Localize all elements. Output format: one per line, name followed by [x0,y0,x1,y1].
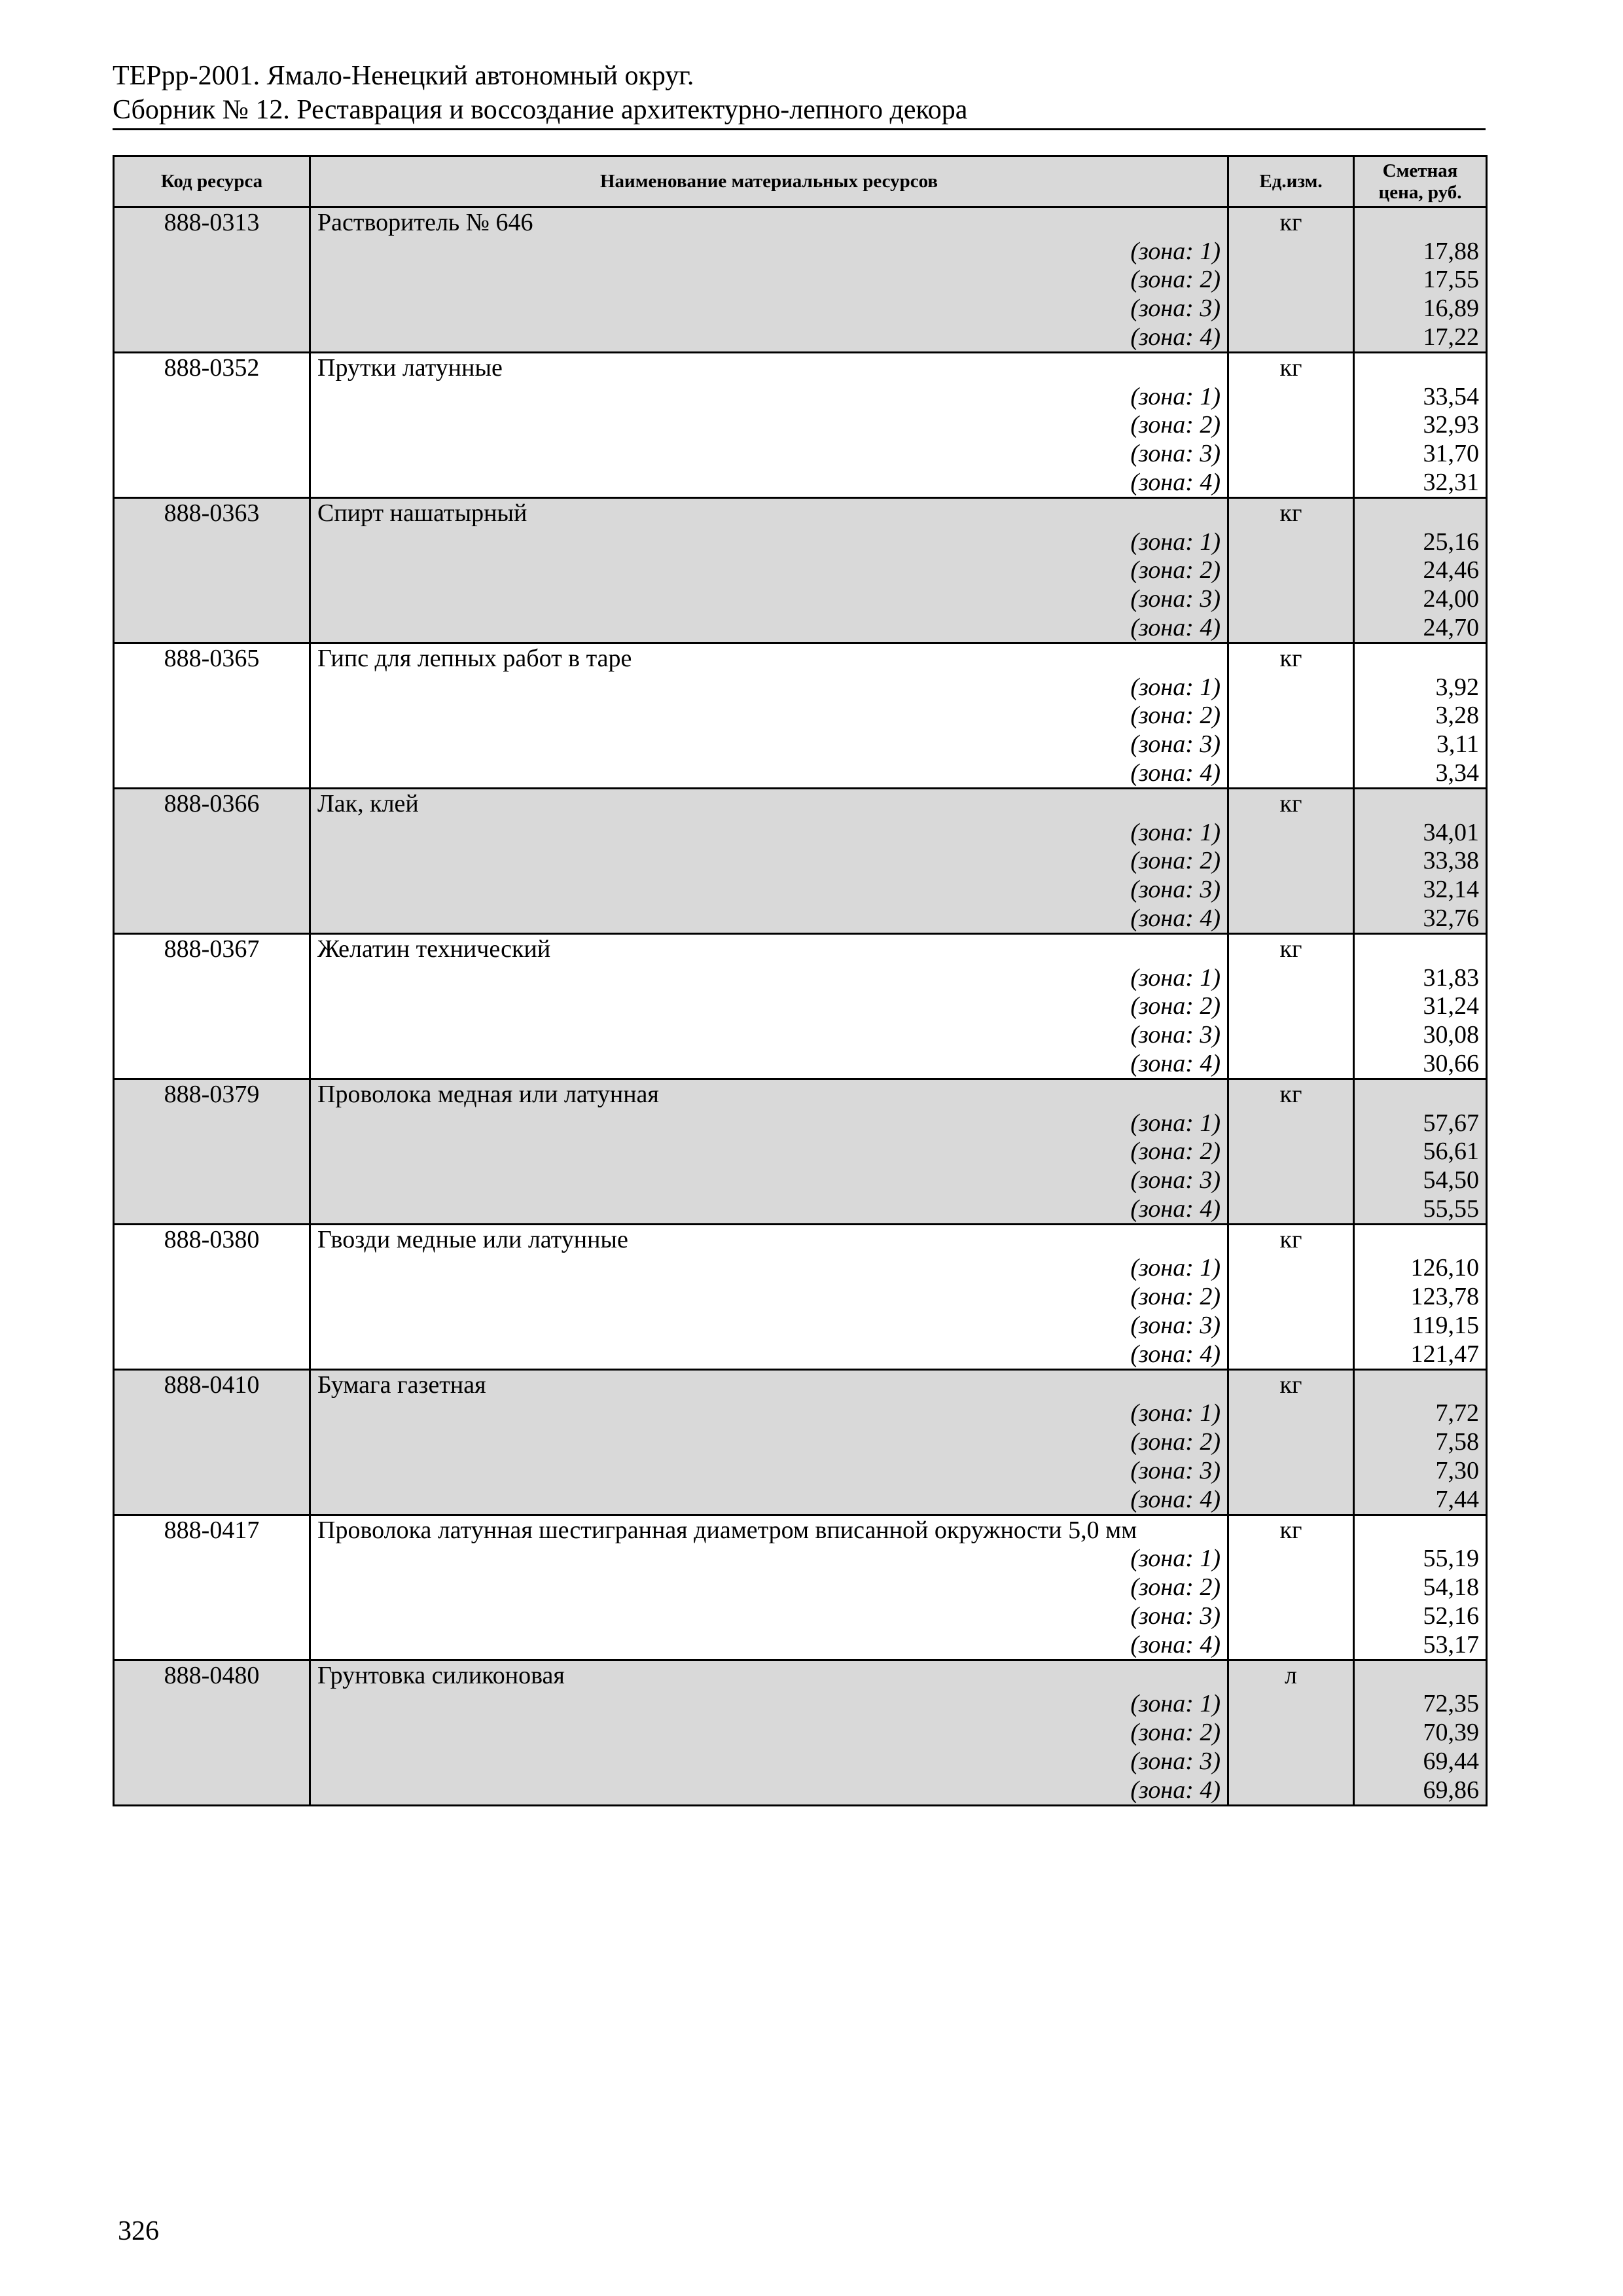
zone-code-empty [114,1456,310,1485]
zone-label: (зона: 4) [310,904,1228,933]
zone-code-empty [114,1718,310,1747]
zone-unit-empty [1228,528,1354,556]
resource-code: 888-0367 [114,933,310,963]
zone-code-empty [114,1485,310,1515]
resource-price-empty [1354,1660,1487,1689]
table-row-zone [114,439,1487,468]
table-row-zone [114,1254,1487,1283]
zone-unit-empty [1228,1340,1354,1369]
zone-price: 53,17 [1354,1630,1487,1660]
table-row-zone [114,1049,1487,1079]
zone-code-empty [114,847,310,876]
zone-label: (зона: 3) [310,1166,1228,1194]
zone-price: 33,54 [1354,382,1487,411]
zone-price: 3,28 [1354,702,1487,730]
zone-code-empty [114,1399,310,1428]
zone-label: (зона: 1) [310,1399,1228,1428]
zone-price: 55,55 [1354,1194,1487,1224]
table-row-zone [114,323,1487,352]
zone-label: (зона: 2) [310,1573,1228,1602]
resource-unit: кг [1228,352,1354,382]
table-row-zone [114,294,1487,323]
zone-unit-empty [1228,1254,1354,1283]
zone-label: (зона: 2) [310,556,1228,585]
zone-label: (зона: 1) [310,1545,1228,1573]
zone-price: 69,44 [1354,1747,1487,1776]
resource-code: 888-0363 [114,497,310,527]
resource-price-empty [1354,643,1487,672]
zone-unit-empty [1228,294,1354,323]
zone-unit-empty [1228,1194,1354,1224]
resource-code: 888-0352 [114,352,310,382]
zone-label: (зона: 4) [310,759,1228,788]
zone-code-empty [114,468,310,497]
table-row-zone [114,237,1487,266]
zone-label: (зона: 2) [310,702,1228,730]
resource-unit: кг [1228,1515,1354,1544]
table-row [114,497,1487,527]
zone-price: 32,93 [1354,411,1487,440]
resource-item [114,1079,1487,1224]
zone-price: 54,18 [1354,1573,1487,1602]
zone-label: (зона: 4) [310,1630,1228,1660]
zone-price: 126,10 [1354,1254,1487,1283]
zone-unit-empty [1228,1545,1354,1573]
zone-price: 32,76 [1354,904,1487,933]
table-row-zone [114,1427,1487,1456]
zone-unit-empty [1228,584,1354,613]
resource-price-empty [1354,352,1487,382]
zone-code-empty [114,528,310,556]
zone-price: 7,58 [1354,1427,1487,1456]
zone-unit-empty [1228,1109,1354,1138]
table-row-zone [114,1718,1487,1747]
zone-unit-empty [1228,818,1354,847]
header-title-line1: ТЕРрр-2001. Ямало-Ненецкий автономный округ. [113,61,694,91]
zone-label: (зона: 3) [310,1020,1228,1049]
resource-unit: кг [1228,1079,1354,1108]
resource-item [114,933,1487,1079]
table-row-zone [114,1311,1487,1340]
zone-label: (зона: 2) [310,847,1228,876]
table-row [114,352,1487,382]
zone-label: (зона: 3) [310,730,1228,759]
zone-code-empty [114,1254,310,1283]
table-row-zone [114,1485,1487,1515]
zone-label: (зона: 4) [310,1194,1228,1224]
zone-unit-empty [1228,1602,1354,1630]
column-header-price-line1: Сметная [1382,160,1458,181]
zone-label: (зона: 2) [310,266,1228,295]
zone-code-empty [114,556,310,585]
page-header [113,59,1486,130]
table-row-zone [114,613,1487,643]
resource-name: Гвозди медные или латунные [310,1224,1228,1253]
zone-price: 55,19 [1354,1545,1487,1573]
zone-code-empty [114,1049,310,1079]
zone-unit-empty [1228,904,1354,933]
resource-code: 888-0313 [114,207,310,237]
resource-price-empty [1354,788,1487,817]
table-row [114,1369,1487,1399]
zone-price: 33,38 [1354,847,1487,876]
table-row-zone [114,1747,1487,1776]
zone-unit-empty [1228,673,1354,702]
zone-price: 32,31 [1354,468,1487,497]
table-row-zone [114,556,1487,585]
zone-unit-empty [1228,1776,1354,1805]
resource-name: Гипс для лепных работ в таре [310,643,1228,672]
table-row-zone [114,1545,1487,1573]
zone-label: (зона: 1) [310,1254,1228,1283]
zone-price: 30,08 [1354,1020,1487,1049]
zone-label: (зона: 3) [310,1311,1228,1340]
zone-unit-empty [1228,847,1354,876]
table-row-zone [114,759,1487,788]
resource-unit: кг [1228,933,1354,963]
zone-price: 17,55 [1354,266,1487,295]
zone-label: (зона: 4) [310,1776,1228,1805]
zone-code-empty [114,613,310,643]
zone-unit-empty [1228,992,1354,1021]
zone-code-empty [114,904,310,933]
zone-code-empty [114,1138,310,1166]
page-number: 326 [118,2216,159,2246]
zone-code-empty [114,266,310,295]
resource-unit: кг [1228,207,1354,237]
zone-price: 34,01 [1354,818,1487,847]
zone-price: 72,35 [1354,1690,1487,1719]
zone-price: 3,34 [1354,759,1487,788]
table-row-zone [114,673,1487,702]
zone-code-empty [114,1427,310,1456]
column-header-price [1354,156,1487,207]
zone-unit-empty [1228,1747,1354,1776]
resource-name: Спирт нашатырный [310,497,1228,527]
zone-unit-empty [1228,1282,1354,1311]
resource-code: 888-0379 [114,1079,310,1108]
zone-label: (зона: 2) [310,1718,1228,1747]
zone-code-empty [114,1166,310,1194]
resource-price-table [113,155,1488,1806]
table-row [114,1224,1487,1253]
resource-unit: л [1228,1660,1354,1689]
resource-item [114,352,1487,497]
zone-code-empty [114,1747,310,1776]
resource-name: Растворитель № 646 [310,207,1228,237]
resource-unit: кг [1228,1369,1354,1399]
resource-name: Прутки латунные [310,352,1228,382]
resource-unit: кг [1228,788,1354,817]
table-row-zone [114,1776,1487,1805]
zone-label: (зона: 1) [310,673,1228,702]
zone-unit-empty [1228,1573,1354,1602]
resource-code: 888-0365 [114,643,310,672]
resource-price-empty [1354,1369,1487,1399]
zone-unit-empty [1228,1690,1354,1719]
zone-label: (зона: 2) [310,1138,1228,1166]
zone-code-empty [114,323,310,352]
zone-label: (зона: 2) [310,1427,1228,1456]
zone-label: (зона: 2) [310,992,1228,1021]
zone-unit-empty [1228,1049,1354,1079]
column-header-name: Наименование материальных ресурсов [310,156,1228,207]
zone-code-empty [114,730,310,759]
zone-price: 16,89 [1354,294,1487,323]
zone-unit-empty [1228,266,1354,295]
resource-price-empty [1354,933,1487,963]
table-row-zone [114,963,1487,992]
zone-code-empty [114,237,310,266]
zone-code-empty [114,411,310,440]
zone-price: 17,22 [1354,323,1487,352]
table-row-zone [114,1573,1487,1602]
zone-price: 7,44 [1354,1485,1487,1515]
table-row-zone [114,1690,1487,1719]
zone-code-empty [114,1340,310,1369]
zone-code-empty [114,1630,310,1660]
table-row [114,1515,1487,1544]
table-row [114,643,1487,672]
zone-label: (зона: 2) [310,411,1228,440]
zone-code-empty [114,1690,310,1719]
zone-price: 30,66 [1354,1049,1487,1079]
column-header-unit: Ед.изм. [1228,156,1354,207]
zone-label: (зона: 1) [310,1690,1228,1719]
zone-unit-empty [1228,875,1354,904]
zone-unit-empty [1228,411,1354,440]
zone-unit-empty [1228,613,1354,643]
table-row [114,933,1487,963]
table-row-zone [114,702,1487,730]
table-row-zone [114,1630,1487,1660]
zone-label: (зона: 4) [310,613,1228,643]
resource-code: 888-0366 [114,788,310,817]
resource-code: 888-0480 [114,1660,310,1689]
header-title-line2: Сборник № 12. Реставрация и воссоздание архитектурно-лепного декора [113,95,968,125]
resource-code: 888-0380 [114,1224,310,1253]
zone-price: 121,47 [1354,1340,1487,1369]
resource-item [114,1660,1487,1805]
table-row-zone [114,1020,1487,1049]
resource-item [114,788,1487,933]
resource-item [114,643,1487,788]
resource-unit: кг [1228,643,1354,672]
zone-unit-empty [1228,323,1354,352]
table-row [114,788,1487,817]
table-row-zone [114,411,1487,440]
table-row-zone [114,1166,1487,1194]
zone-unit-empty [1228,382,1354,411]
zone-unit-empty [1228,1630,1354,1660]
table-row-zone [114,818,1487,847]
resource-item [114,1369,1487,1515]
zone-label: (зона: 1) [310,382,1228,411]
zone-price: 70,39 [1354,1718,1487,1747]
zone-label: (зона: 1) [310,818,1228,847]
table-row-zone [114,1340,1487,1369]
zone-unit-empty [1228,1138,1354,1166]
zone-code-empty [114,875,310,904]
zone-label: (зона: 1) [310,237,1228,266]
zone-code-empty [114,759,310,788]
zone-label: (зона: 1) [310,963,1228,992]
zone-price: 54,50 [1354,1166,1487,1194]
table-row-zone [114,1282,1487,1311]
zone-price: 7,72 [1354,1399,1487,1428]
zone-label: (зона: 1) [310,528,1228,556]
table-row-zone [114,1602,1487,1630]
zone-unit-empty [1228,556,1354,585]
zone-price: 7,30 [1354,1456,1487,1485]
table-row-zone [114,382,1487,411]
zone-unit-empty [1228,1166,1354,1194]
zone-code-empty [114,1109,310,1138]
zone-unit-empty [1228,1456,1354,1485]
table-row-zone [114,847,1487,876]
zone-label: (зона: 2) [310,1282,1228,1311]
zone-unit-empty [1228,963,1354,992]
table-row-zone [114,1399,1487,1428]
resource-name: Желатин технический [310,933,1228,963]
zone-code-empty [114,1545,310,1573]
table-row-zone [114,904,1487,933]
zone-label: (зона: 3) [310,1456,1228,1485]
zone-price: 3,92 [1354,673,1487,702]
zone-label: (зона: 3) [310,439,1228,468]
zone-code-empty [114,1573,310,1602]
zone-code-empty [114,439,310,468]
zone-label: (зона: 1) [310,1109,1228,1138]
zone-unit-empty [1228,468,1354,497]
zone-price: 56,61 [1354,1138,1487,1166]
table-row [114,1660,1487,1689]
zone-unit-empty [1228,702,1354,730]
zone-label: (зона: 4) [310,1049,1228,1079]
table-row-zone [114,992,1487,1021]
zone-code-empty [114,382,310,411]
table-row-zone [114,875,1487,904]
resource-price-empty [1354,207,1487,237]
resource-name: Проволока латунная шестигранная диаметром вписанной окружности 5,0 мм [310,1515,1228,1544]
resource-name: Лак, клей [310,788,1228,817]
table-row-zone [114,1194,1487,1224]
table-row-zone [114,584,1487,613]
table-row-zone [114,1109,1487,1138]
zone-price: 25,16 [1354,528,1487,556]
zone-price: 31,24 [1354,992,1487,1021]
zone-unit-empty [1228,439,1354,468]
zone-label: (зона: 3) [310,1602,1228,1630]
resource-code: 888-0410 [114,1369,310,1399]
zone-label: (зона: 4) [310,468,1228,497]
zone-code-empty [114,584,310,613]
table-row [114,1079,1487,1108]
zone-label: (зона: 4) [310,1340,1228,1369]
zone-unit-empty [1228,1718,1354,1747]
table-row-zone [114,468,1487,497]
zone-code-empty [114,1602,310,1630]
resource-code: 888-0417 [114,1515,310,1544]
resource-name: Грунтовка силиконовая [310,1660,1228,1689]
zone-code-empty [114,1776,310,1805]
zone-unit-empty [1228,1399,1354,1428]
table-row-zone [114,1138,1487,1166]
zone-price: 69,86 [1354,1776,1487,1805]
resource-price-empty [1354,1079,1487,1108]
zone-code-empty [114,818,310,847]
resource-item [114,1515,1487,1660]
zone-unit-empty [1228,759,1354,788]
zone-price: 31,83 [1354,963,1487,992]
zone-price: 17,88 [1354,237,1487,266]
zone-code-empty [114,1194,310,1224]
zone-code-empty [114,294,310,323]
zone-price: 24,70 [1354,613,1487,643]
zone-label: (зона: 3) [310,584,1228,613]
zone-label: (зона: 3) [310,294,1228,323]
zone-label: (зона: 4) [310,323,1228,352]
zone-price: 119,15 [1354,1311,1487,1340]
zone-code-empty [114,1020,310,1049]
resource-unit: кг [1228,497,1354,527]
zone-unit-empty [1228,730,1354,759]
zone-unit-empty [1228,1311,1354,1340]
zone-price: 24,00 [1354,584,1487,613]
table-row-zone [114,730,1487,759]
zone-code-empty [114,702,310,730]
resource-unit: кг [1228,1224,1354,1253]
column-header-price-line2: цена, руб. [1378,181,1462,203]
zone-label: (зона: 3) [310,1747,1228,1776]
resource-price-empty [1354,497,1487,527]
zone-label: (зона: 4) [310,1485,1228,1515]
zone-price: 3,11 [1354,730,1487,759]
zone-price: 52,16 [1354,1602,1487,1630]
zone-unit-empty [1228,1485,1354,1515]
resource-price-empty [1354,1224,1487,1253]
table-row [114,207,1487,237]
zone-unit-empty [1228,1020,1354,1049]
resource-name: Бумага газетная [310,1369,1228,1399]
resource-name: Проволока медная или латунная [310,1079,1228,1108]
table-row-zone [114,266,1487,295]
zone-price: 32,14 [1354,875,1487,904]
table-row-zone [114,528,1487,556]
resource-price-empty [1354,1515,1487,1544]
zone-unit-empty [1228,1427,1354,1456]
table-header-row [114,156,1487,207]
column-header-code: Код ресурса [114,156,310,207]
table-row-zone [114,1456,1487,1485]
zone-code-empty [114,1282,310,1311]
zone-price: 24,46 [1354,556,1487,585]
zone-price: 123,78 [1354,1282,1487,1311]
zone-label: (зона: 3) [310,875,1228,904]
zone-code-empty [114,673,310,702]
zone-unit-empty [1228,237,1354,266]
zone-price: 57,67 [1354,1109,1487,1138]
resource-item [114,497,1487,643]
zone-code-empty [114,963,310,992]
zone-code-empty [114,1311,310,1340]
zone-price: 31,70 [1354,439,1487,468]
resource-item [114,207,1487,353]
resource-item [114,1224,1487,1369]
zone-code-empty [114,992,310,1021]
